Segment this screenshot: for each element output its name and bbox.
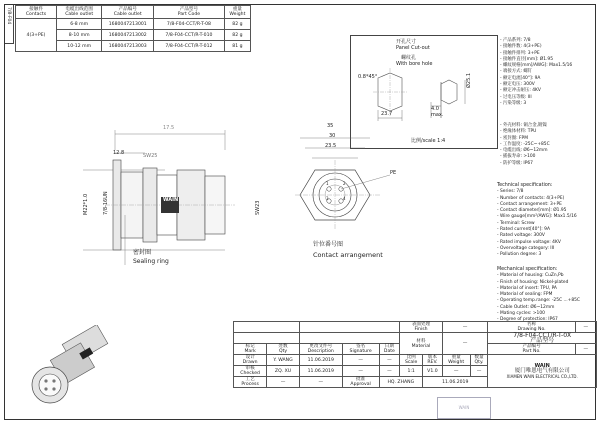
pin-1: 1 (326, 181, 329, 186)
cell-outlet: 10-12 mm (56, 41, 101, 52)
panel-title-en: Panel Cut-out (396, 45, 430, 51)
scale-value: 1:1 (400, 366, 423, 377)
front-view-drawing (290, 130, 410, 270)
cell-code: 7/8-F04-CCT/R-T-010 (154, 30, 225, 41)
cell-weight: 81 g (224, 41, 250, 52)
spec-line: - 工作温度: -25C~+85C (500, 141, 550, 147)
empty-cell (299, 333, 399, 344)
qty-value: — (470, 366, 488, 377)
dim-thread-spec: M22*1.0 (83, 193, 89, 215)
part-code-value: 7/8-F04-CCT/R-T-0X 产品型号 (488, 333, 597, 344)
spec-line: - Degree of protection: IP67 (497, 317, 558, 323)
drawn-dash2: — (379, 355, 400, 366)
spec-line: - 接触件排列: 3+PE (500, 50, 540, 56)
seal-label-en: Sealing ring (133, 258, 169, 265)
qty-label: 数量 Qty. (470, 355, 488, 366)
company-name-cn: 厦门唯恩电气有限公司 (514, 367, 570, 374)
cell-number: 1680047213002 (102, 30, 154, 41)
empty-cell (234, 333, 300, 344)
dim-sw: SW23 (255, 200, 261, 215)
checked-label: 审核 Checked (234, 366, 267, 377)
spec-line: - Rated current[40°]: 9A (497, 227, 550, 233)
rev-value: V1.0 (423, 366, 443, 377)
contact-arrangement-en: Contact arrangement (313, 251, 383, 259)
spec-line: - 螺纹规格[mm]/AWG]: Max1.5/16 (500, 63, 573, 69)
spec-line: - Material of sealing: FPM (497, 292, 553, 298)
spec-line: - 防护等级: IP67 (500, 160, 533, 166)
dim-thread-length: 12.8 (113, 150, 125, 156)
col-signature: 签名 Signature (342, 344, 379, 355)
table-row (16, 19, 251, 30)
panel-dim-gap-unit: max. (431, 112, 444, 118)
drawn-label: 设计 Drawn (234, 355, 267, 366)
parts-table-header (16, 6, 251, 19)
drawn-dash: — (342, 355, 379, 366)
pin-4: 4 (343, 196, 346, 201)
cell-outlet: 6-8 mm (56, 19, 101, 30)
pin-3: 3 (326, 196, 329, 201)
finish-label: 表面处理 Finish (400, 322, 442, 333)
process-dash2: — (299, 377, 342, 388)
spec-line: - 产品系列: 7/8 (500, 38, 531, 43)
header-outlet: 电缆出线范围 Cable outlet (56, 6, 101, 19)
panel-dim-chamfer: 0.8*45° (358, 74, 378, 80)
spec-line: - 插拔寿命: >100 (500, 154, 536, 160)
brand-marking: WAIN (163, 197, 179, 203)
spec-line: - Rated impulse voltage: 4KV (497, 239, 561, 245)
panel-dim-gap: 4.0 (431, 106, 439, 112)
spec-line: - Wire gauge[mm²/AWG]: Max1.5/16 (497, 214, 577, 220)
material-value: — (442, 333, 488, 355)
checked-dash: — (342, 366, 379, 377)
mech-spec-title: Mechanical specification: (497, 267, 558, 272)
process-label: 工艺 Process (234, 377, 267, 388)
pin-2: 2 (343, 181, 346, 186)
spec-line: - Material of housing: CuZn,Pb (497, 273, 564, 279)
contact-arrangement-cn: 针位番号图 (313, 241, 344, 248)
drawing-no-label: 名称 Drawing No. (488, 322, 575, 333)
header-contacts: 接触件 Contacts (16, 6, 57, 19)
cell-outlet: 8-10 mm (56, 30, 101, 41)
front-dim-pe: PE (390, 170, 397, 176)
corner-label-box (5, 5, 14, 44)
stamp-watermark (437, 397, 491, 419)
drawn-name: Y. WANG (267, 355, 300, 366)
cell-code: 7/8-F04-CCT/R-T-08 (154, 19, 225, 30)
scale-label: 比例 Scale (400, 355, 423, 366)
spec-chinese (500, 38, 572, 107)
spec-line: - Finish of housing: Nickel-plated (497, 279, 569, 285)
spec-line: - 密封圈: FPM (500, 135, 528, 141)
company-name-en: XIAMEN WAIN ELECTRICAL CO.,LTD. (506, 373, 578, 379)
rev-label: 版本 REV. (423, 355, 443, 366)
contacts-cell: 4(3+PE) (16, 19, 57, 52)
panel-dim-height: Ø25.1 (466, 72, 472, 88)
panel-dim-width: 23.7 (381, 111, 393, 117)
header-number: 产品编号 Cable outlet (102, 6, 154, 19)
col-date: 日期 Date (379, 344, 400, 355)
cell-weight: 82 g (224, 19, 250, 30)
spec-line: - Rated voltage: 300V (497, 233, 545, 239)
parts-table (15, 5, 251, 52)
drawn-date: 11.06.2019 (299, 355, 342, 366)
mech-spec (497, 267, 580, 324)
spec-line: - 额定冲击耐压: 4KV (500, 88, 541, 94)
col-description: 更改文件号 Description (299, 344, 342, 355)
process-dash: — (267, 377, 300, 388)
dim-total-length: 17.5 (163, 125, 175, 131)
company-block (488, 355, 597, 388)
dim-inner-thread: 7/8-16UN (103, 191, 109, 215)
cell-weight: 82 g (224, 30, 250, 41)
spec-line: - Material of insert: TPU, PA (497, 285, 557, 291)
header-part-code: 产品型号 Part Code (154, 6, 225, 19)
spec-line: - Cable Outlet: Ø6~12mm (497, 304, 555, 310)
finish-value: — (442, 322, 488, 333)
product-photo (20, 325, 125, 420)
front-dim-35: 35 (327, 123, 334, 129)
drawing-no-value: — (575, 322, 596, 333)
dim-sw-top: SW25 (143, 153, 158, 159)
panel-scale: 比例/scale 1:4 (411, 138, 446, 144)
cell-number: 1680047213003 (102, 41, 154, 52)
drawing-sheet (4, 4, 596, 420)
checked-name: ZQ. XU (267, 366, 300, 377)
material-chinese (500, 123, 550, 167)
spec-line: - Series: 7/8 (497, 189, 524, 195)
spec-line: - Contact diameter[mm]: Ø1.95 (497, 208, 567, 214)
seal-label-cn: 密封圈 (133, 249, 152, 256)
spec-line: - 污染等级: 3 (500, 100, 527, 106)
company-logo: WAIN (534, 362, 550, 369)
col-mark: 标记 Mark (234, 344, 267, 355)
part-no-label: 产品编号 Part No. (488, 344, 575, 355)
cell-number: 1680047213001 (102, 19, 154, 30)
checked-date: 11.06.2019 (299, 366, 342, 377)
empty-cell (234, 322, 300, 333)
part-no-value: — (575, 344, 596, 355)
approval-label: 批准 Approval (342, 377, 379, 388)
corner-label: 7/8-F04 (6, 7, 11, 25)
spec-line: - Terminal: Screw (497, 220, 535, 226)
drawn-row (234, 355, 597, 366)
spec-line: - Contact arrangement: 3+PE (497, 201, 562, 207)
weight-label: 重量 Weight (442, 355, 470, 366)
tech-spec-title: Technical specification: (497, 183, 553, 188)
cell-code: 7/8-F04-CCT/R-T-012 (154, 41, 225, 52)
spec-line: - 绝缘体材料: TPU (500, 129, 537, 135)
material-label: 材料 Material (400, 333, 442, 355)
spec-line: - Overvoltage category: III (497, 245, 555, 251)
spec-line: - 额定电流[40°]: 9A (500, 75, 541, 81)
spec-line: - 外壳材料: 铜合金,镀镍 (500, 123, 547, 128)
front-dim-23-5: 23.5 (325, 143, 337, 149)
front-dim-30: 30 (329, 133, 336, 139)
panel-title-cn: 开孔尺寸 (396, 39, 417, 45)
checked-dash2: — (379, 366, 400, 377)
spec-line: - Pollution degree: 3 (497, 252, 542, 258)
weight-value: — (442, 366, 470, 377)
spec-line: - 过电压等级: III (500, 94, 532, 100)
spec-line: - 接触件数: 4(3+PE) (500, 44, 542, 50)
approval-name: HQ. ZHANG (379, 377, 423, 388)
spec-line: - Mating cycles: >100 (497, 311, 545, 317)
spec-line: - 额定电压: 300V (500, 82, 535, 88)
tech-spec (497, 183, 577, 259)
col-qty: 处数 Qty (267, 344, 300, 355)
header-weight: 重量 Weight (224, 6, 250, 19)
panel-subtitle-en: With bore hole (396, 61, 433, 67)
spec-line: - 端接方式: 螺钉 (500, 69, 533, 75)
approval-date: 11.06.2019 (423, 377, 488, 388)
spec-line: - 电缆出线: Ø6~12mm (500, 148, 548, 154)
panel-subtitle-cn: 螺纹孔 (401, 55, 417, 61)
empty-cell (299, 322, 399, 333)
spec-line: - Number of contacts: 4(3+PE) (497, 195, 565, 201)
stamp-text: WAIN (458, 405, 470, 410)
spec-line: - Operating temp.range: -25C ...+85C (497, 298, 581, 304)
title-block (233, 321, 597, 388)
spec-line: - 接触件直径[mm]: Ø1.95 (500, 56, 554, 62)
